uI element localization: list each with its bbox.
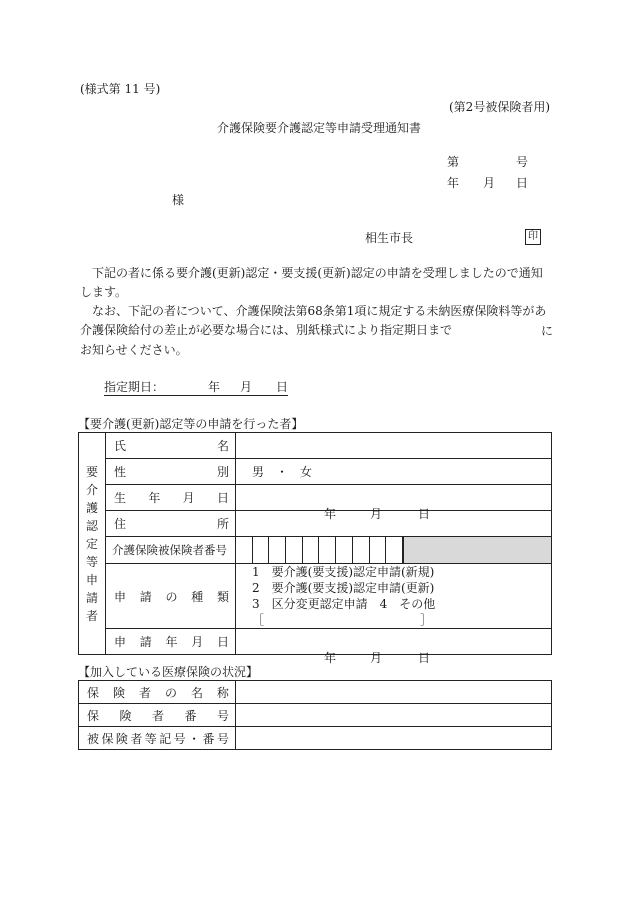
insured-category: (第2号被保険者用) [449, 100, 550, 114]
digit-box[interactable] [353, 537, 370, 563]
digit-box[interactable] [319, 537, 336, 563]
label-char: 月 [182, 491, 195, 505]
notice-paragraph-2-particle: に [541, 324, 554, 338]
application-date-label [106, 629, 236, 655]
label-char: 番 [202, 731, 215, 746]
label-char: 険 [112, 685, 125, 700]
document-title: 介護保険要介護認定等申請受理通知書 [217, 121, 422, 135]
label-char: 申 [114, 589, 127, 604]
digit-box[interactable] [236, 537, 253, 563]
digit-box[interactable] [370, 537, 387, 563]
notice-paragraph-2-tail: 介護保険給付の差止が必要な場合には、別紙様式により指定期日まで [80, 323, 453, 337]
label-char: 保 [101, 731, 114, 746]
notice-paragraph-2: なお、下記の者について、介護保険法第68条第1項に規定する未納医療保険料等があ [92, 304, 547, 318]
application-type-options [236, 564, 552, 629]
label-char: 年 [148, 491, 161, 505]
name-label [106, 433, 236, 459]
label-char: 請 [139, 589, 152, 604]
apply-month: 月 [370, 650, 383, 665]
label-char: 険 [115, 731, 128, 746]
applicant-table [78, 432, 552, 665]
insured-symbol-number-value[interactable] [236, 727, 552, 750]
insurer-number-value[interactable] [236, 704, 552, 727]
label-char: 保 [87, 685, 100, 700]
sex-label [106, 459, 236, 485]
digit-box[interactable] [336, 537, 353, 563]
digit-box[interactable] [253, 537, 270, 563]
issue-day-label: 日 [516, 176, 529, 190]
issue-month-label: 月 [483, 176, 496, 190]
insured-symbol-number-label [79, 727, 236, 750]
type-option-3[interactable]: 3 区分変更認定申請 4 その他［ ］ [252, 597, 436, 627]
label-char: 名 [190, 685, 203, 700]
birth-month: 月 [370, 506, 383, 521]
number-label-prefix: 第 [447, 155, 460, 169]
label-char: 者 [151, 708, 164, 723]
birth-day: 日 [418, 506, 431, 521]
label-char: 被 [87, 731, 100, 746]
insurance-section-heading: 【加入している医療保険の状況】 [78, 665, 259, 679]
label-char: 号 [216, 708, 229, 723]
label-char: 所 [216, 517, 229, 531]
digit-box[interactable] [386, 537, 403, 563]
apply-year: 年 [324, 650, 337, 665]
seal-stamp: 印 [525, 229, 541, 245]
applicant-side-label: 要介護認定等申請者 [79, 433, 106, 655]
name-value[interactable] [236, 433, 552, 459]
label-char: 別 [216, 465, 229, 479]
insured-number-value[interactable] [236, 537, 552, 564]
type-option-1[interactable]: 1 要介護(要支援)認定申請(新規) [252, 565, 435, 579]
notice-paragraph-2-end: お知らせください。 [80, 343, 188, 357]
label-char: 等 [144, 731, 157, 746]
deadline-day: 日 [276, 380, 289, 394]
application-type-label [106, 564, 236, 629]
label-char: 氏 [114, 439, 127, 453]
insured-number-label: 介護保険被保険者番号 [106, 537, 236, 564]
insurance-table [78, 680, 552, 750]
label-char: ・ [188, 731, 201, 746]
notice-paragraph-2-line1 [80, 302, 554, 321]
label-char: 申 [114, 635, 127, 649]
sex-options: 男 ・ 女 [252, 465, 313, 479]
notice-paragraph-1: 下記の者に係る要介護(更新)認定・要支援(更新)認定の申請を受理しましたので通知します。 [80, 266, 543, 299]
label-char: 請 [139, 635, 152, 649]
deadline-month: 月 [240, 380, 253, 394]
label-char: 日 [216, 491, 229, 505]
label-char: 年 [165, 635, 178, 649]
form-number: (様式第 11 号) [80, 82, 161, 96]
number-label-suffix: 号 [516, 155, 529, 169]
deadline-label: 指定期日： [104, 380, 165, 394]
address-label [106, 511, 236, 537]
sex-value[interactable] [236, 459, 552, 485]
label-char: 者 [138, 685, 151, 700]
insurer-name-label [79, 681, 236, 704]
notice-paragraph-2-line2 [80, 321, 460, 340]
birth-date-value[interactable] [236, 485, 552, 521]
label-char: 号 [173, 731, 186, 746]
label-char: 称 [216, 685, 229, 700]
birth-date-label [106, 485, 236, 511]
application-date-value[interactable] [236, 629, 552, 665]
deadline-year: 年 [208, 380, 221, 394]
label-char: 類 [216, 589, 229, 604]
label-char: 月 [191, 635, 204, 649]
label-char: 保 [87, 708, 100, 723]
label-char: 番 [184, 708, 197, 723]
label-char: 号 [216, 731, 229, 746]
label-char: 名 [216, 439, 229, 453]
label-char: 記 [159, 731, 172, 746]
label-char: 種 [191, 589, 204, 604]
name-label-text [106, 437, 235, 454]
insurer-name-value[interactable] [236, 681, 552, 704]
address-value[interactable] [236, 511, 552, 537]
birth-year: 年 [324, 506, 337, 521]
applicant-section-heading: 【要介護(更新)認定等の申請を行った者】 [78, 417, 304, 431]
issuer-name: 相生市長 [365, 231, 414, 245]
label-char: の [165, 589, 178, 604]
apply-day: 日 [418, 650, 431, 665]
label-char: 生 [114, 491, 127, 505]
deadline-line [104, 381, 288, 396]
digit-box[interactable] [269, 537, 286, 563]
label-char: 険 [119, 708, 132, 723]
label-char: 者 [130, 731, 143, 746]
unused-area [403, 537, 551, 563]
label-char: 日 [216, 635, 229, 649]
label-char: 性 [114, 465, 127, 479]
label-char: の [164, 685, 177, 700]
digit-box[interactable] [303, 537, 320, 563]
issue-year-label: 年 [447, 176, 460, 190]
insurer-number-label [79, 704, 236, 727]
type-option-2[interactable]: 2 要介護(要支援)認定申請(更新) [252, 581, 435, 595]
addressee-suffix: 様 [172, 193, 185, 207]
label-char: 住 [114, 517, 127, 531]
digit-box[interactable] [286, 537, 303, 563]
